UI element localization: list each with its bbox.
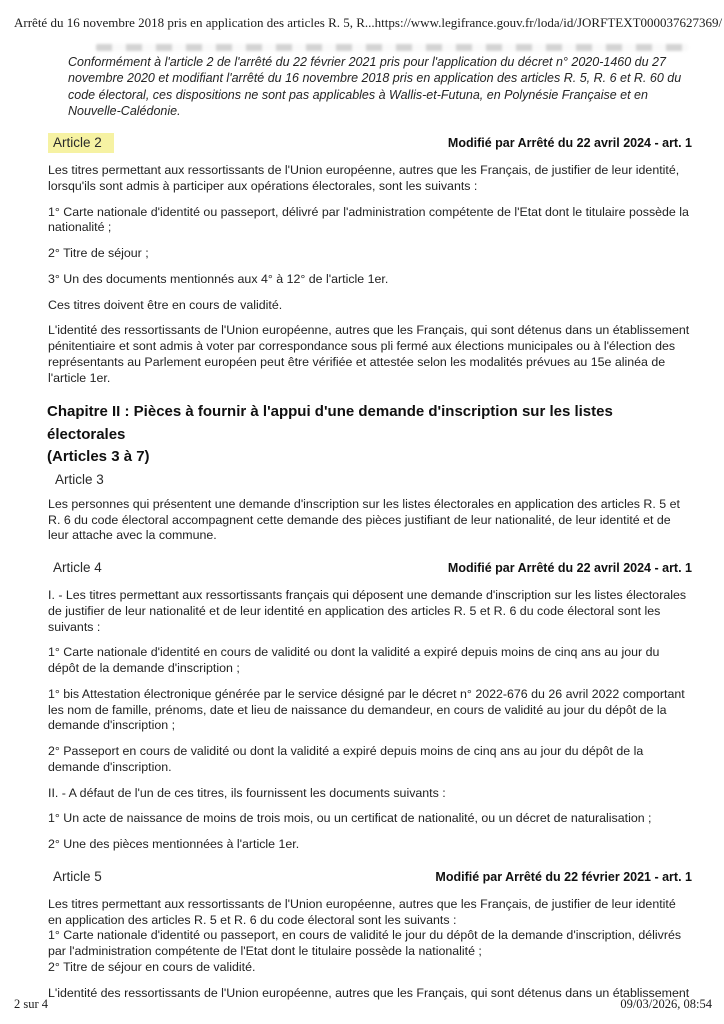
print-header xyxy=(14,15,723,31)
chapter-2-articles-range: (Articles 3 à 7) xyxy=(47,448,150,466)
article-4-paragraph: 1° Carte nationale d'identité en cours de validité ou dont la validité a expiré depuis moins de cinq ans au jour du dépôt de la demande d'inscription ; xyxy=(48,645,660,675)
article-2-paragraph: Ces titres doivent être en cours de validité. xyxy=(48,297,283,312)
print-timestamp: 09/03/2026, 08:54 xyxy=(620,997,712,1011)
article-5-paragraph: 2° Titre de séjour en cours de validité. xyxy=(48,959,256,974)
article-4-paragraph: 1° Un acte de naissance de moins de trois mois, ou un certificat de nationalité, ou un décret de naturalisation ; xyxy=(48,811,652,826)
article-2-title: Article 2 xyxy=(48,133,114,153)
source-url: https://www.legifrance.gouv.fr/loda/id/JORFTEXT000037627369/ xyxy=(374,15,723,30)
article-3-paragraph: Les personnes qui présentent une demande d'inscription sur les listes électorales en application des articles R. 5 et R. 6 du code électoral accompagnent cette demande des pièces justifiant de leur nationalité, de leur identité et de leur attache avec la commune. xyxy=(48,496,680,543)
document-title: Arrêté du 16 novembre 2018 pris en application des articles R. 5, R... xyxy=(14,15,375,30)
article-5-title: Article 5 xyxy=(53,868,102,884)
print-footer xyxy=(14,997,712,1012)
article-4-title: Article 4 xyxy=(53,560,102,575)
article-4-paragraph: I. - Les titres permettant aux ressortissants français qui déposent une demande d'inscription sur les listes électorales de justifier de leur nationalité et de leur identité en application des articles R. 5 et R. 6 du code électoral sont les suivants : xyxy=(48,588,687,634)
article-2-paragraph: Les titres permettant aux ressortissants de l'Union européenne, autres que les Français, de justifier de leur identité, lorsqu'ils sont admis à participer aux opérations électorales, sont les suivants : xyxy=(48,163,680,193)
article-5-paragraph-truncated: L'identité des ressortissants de l'Union européenne, autres que les Français, qui sont détenus dans un établissement xyxy=(48,985,690,1000)
article-4-modified-note: Modifié par Arrêté du 22 avril 2024 - art. 1 xyxy=(447,561,692,575)
article-5-paragraph: 1° Carte nationale d'identité ou passeport, en cours de validité le jour du dépôt de la demande d'inscription, délivrés par l'administration compétente de l'Etat dont le titulaire possède la nationalité ; xyxy=(48,928,682,958)
article-4-paragraph: 2° Passeport en cours de validité ou dont la validité a expiré depuis moins de cinq ans au jour du dépôt de la demande d'inscription. xyxy=(48,744,644,774)
article-4-heading-row xyxy=(48,558,692,578)
article-2-paragraph: L'identité des ressortissants de l'Union européenne, autres que les Français, qui sont détenus dans un établissement pénitentiaire et sont admis à voter par correspondance sous pli fermé aux élections municipales ou à l'élection des représentants au Parlement européen peut être vérifiée et attestée selon les modalités prévues au 15e alinéa de l'article 1er. xyxy=(48,323,690,385)
article-2-heading-row xyxy=(48,133,692,153)
article-2-modified-note: Modifié par Arrêté du 22 avril 2024 - art. 1 xyxy=(447,136,692,150)
article-5-heading-row xyxy=(48,867,692,887)
article-5-modified-note: Modifié par Arrêté du 22 février 2021 - art. 1 xyxy=(435,869,692,884)
page-number: 2 sur 4 xyxy=(14,997,49,1011)
applicability-notice: Conformément à l'article 2 de l'arrêté du 22 février 2021 pris pour l'application du décret n° 2020-1460 du 27 novembre 2020 et modifiant l'arrêté du 16 novembre 2018 pris en application des articles R. 5, R. 6 et R. 60 du code électoral, ces dispositions ne sont pas applicables à Wallis-et-Futuna, en Polynésie Française et en Nouvelle-Calédonie. xyxy=(68,55,682,118)
article-2-paragraph: 2° Titre de séjour ; xyxy=(48,246,149,260)
chapter-2-heading xyxy=(47,401,692,469)
document-content xyxy=(48,50,692,1001)
article-2-paragraph: 1° Carte nationale d'identité ou passeport, délivré par l'administration compétente de l'Etat dont le titulaire possède la nationalité ; xyxy=(48,204,689,235)
article-4-paragraph: II. - A défaut de l'un de ces titres, ils fournissent les documents suivants : xyxy=(48,785,446,800)
article-4-paragraph: 2° Une des pièces mentionnées à l'article 1er. xyxy=(48,837,300,851)
article-2-paragraph: 3° Un des documents mentionnés aux 4° à 12° de l'article 1er. xyxy=(48,271,389,286)
article-5-paragraph: Les titres permettant aux ressortissants de l'Union européenne, autres que les Français, de justifier de leur identité en application des articles R. 5 et R. 6 du code électoral sont les suivants : xyxy=(48,896,676,927)
article-3-title: Article 3 xyxy=(55,471,104,487)
article-4-paragraph: 1° bis Attestation électronique générée par le service désigné par le décret n° 2022-676 du 26 avril 2022 comportant les nom de famille, prénoms, date et lieu de naissance du demandeur, en cours de validité au jour du dépôt de la demande d'inscription ; xyxy=(48,686,685,733)
chapter-2-title: Chapitre II : Pièces à fournir à l'appui d'une demande d'inscription sur les listes électorales xyxy=(47,403,613,443)
